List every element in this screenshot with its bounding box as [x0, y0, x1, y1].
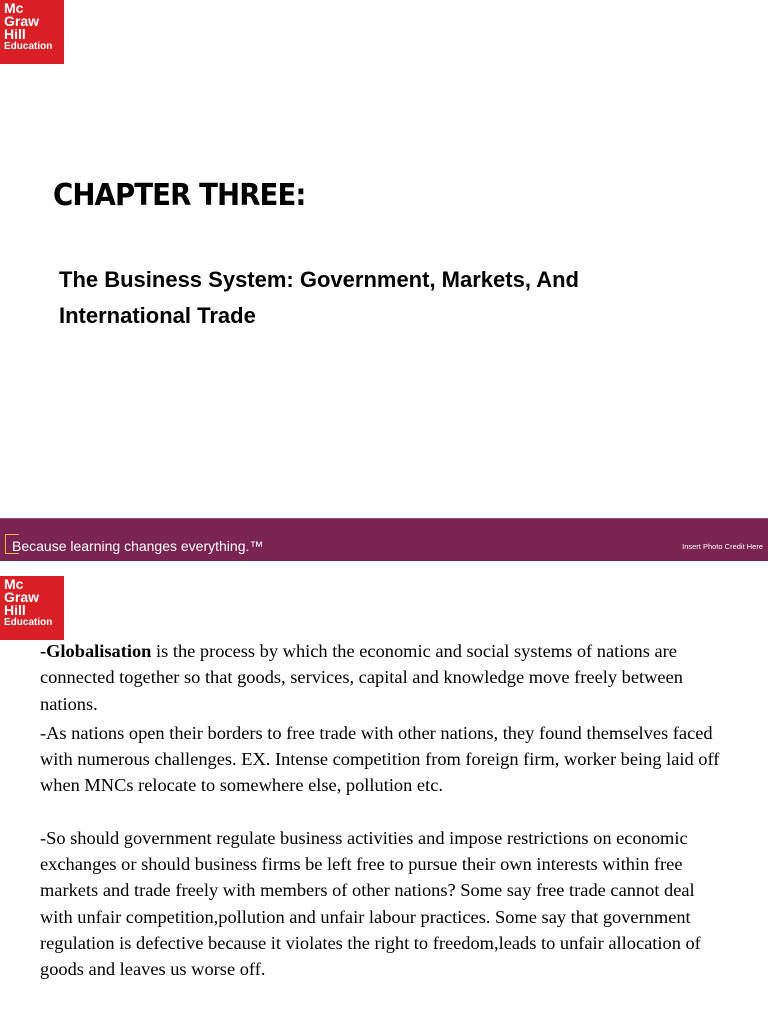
chapter-subtitle	[59, 262, 759, 334]
subtitle-line-1: The Business System: Government, Markets, And	[59, 267, 579, 292]
logo-line-1: Mc	[4, 576, 24, 592]
logo-line-2: Graw	[4, 589, 40, 605]
slide-footer-bar	[0, 518, 768, 561]
globalisation-paragraph	[40, 638, 720, 717]
chapter-title: CHAPTER THREE:	[53, 178, 306, 213]
globalisation-definition: is the process by which the economic and social systems of nations are connected together so that goods, services, capital and knowledge move freely between nations.	[40, 641, 683, 714]
logo-line-4: Education	[4, 617, 53, 628]
logo-line-3: Hill	[4, 26, 26, 42]
mcgraw-hill-logo	[0, 576, 64, 640]
logo-line-3: Hill	[4, 602, 26, 618]
subtitle-line-2: International Trade	[59, 303, 256, 328]
logo-line-1: Mc	[4, 0, 24, 16]
globalisation-term: -Globalisation	[40, 641, 152, 661]
logo-line-2: Graw	[4, 13, 40, 29]
challenges-paragraph: -As nations open their borders to free trade with other nations, they found themselves faced with numerous challenges. EX. Intense competition from foreign firm, worker being laid off when MNCs relocate to somewhere else, pollution etc.	[40, 722, 720, 796]
footer-tagline: Because learning changes everything.™	[12, 538, 264, 554]
logo-line-4: Education	[4, 41, 53, 52]
regulation-paragraph: -So should government regulate business activities and impose restrictions on economic exchanges or should business firms be left free to pursue their own interests within free markets and trade freely with members of other nations? Some say free trade cannot deal with unfair competition,pollution and unfair labour practices. Some say that government regulation is defective because it violates the right to freedom,leads to unfair allocation of goods and leaves us worse off.	[40, 827, 701, 980]
photo-credit: Insert Photo Credit Here	[682, 542, 763, 551]
content-slide	[0, 562, 768, 1024]
mcgraw-hill-logo	[0, 0, 64, 64]
slide-body-text	[40, 638, 720, 983]
